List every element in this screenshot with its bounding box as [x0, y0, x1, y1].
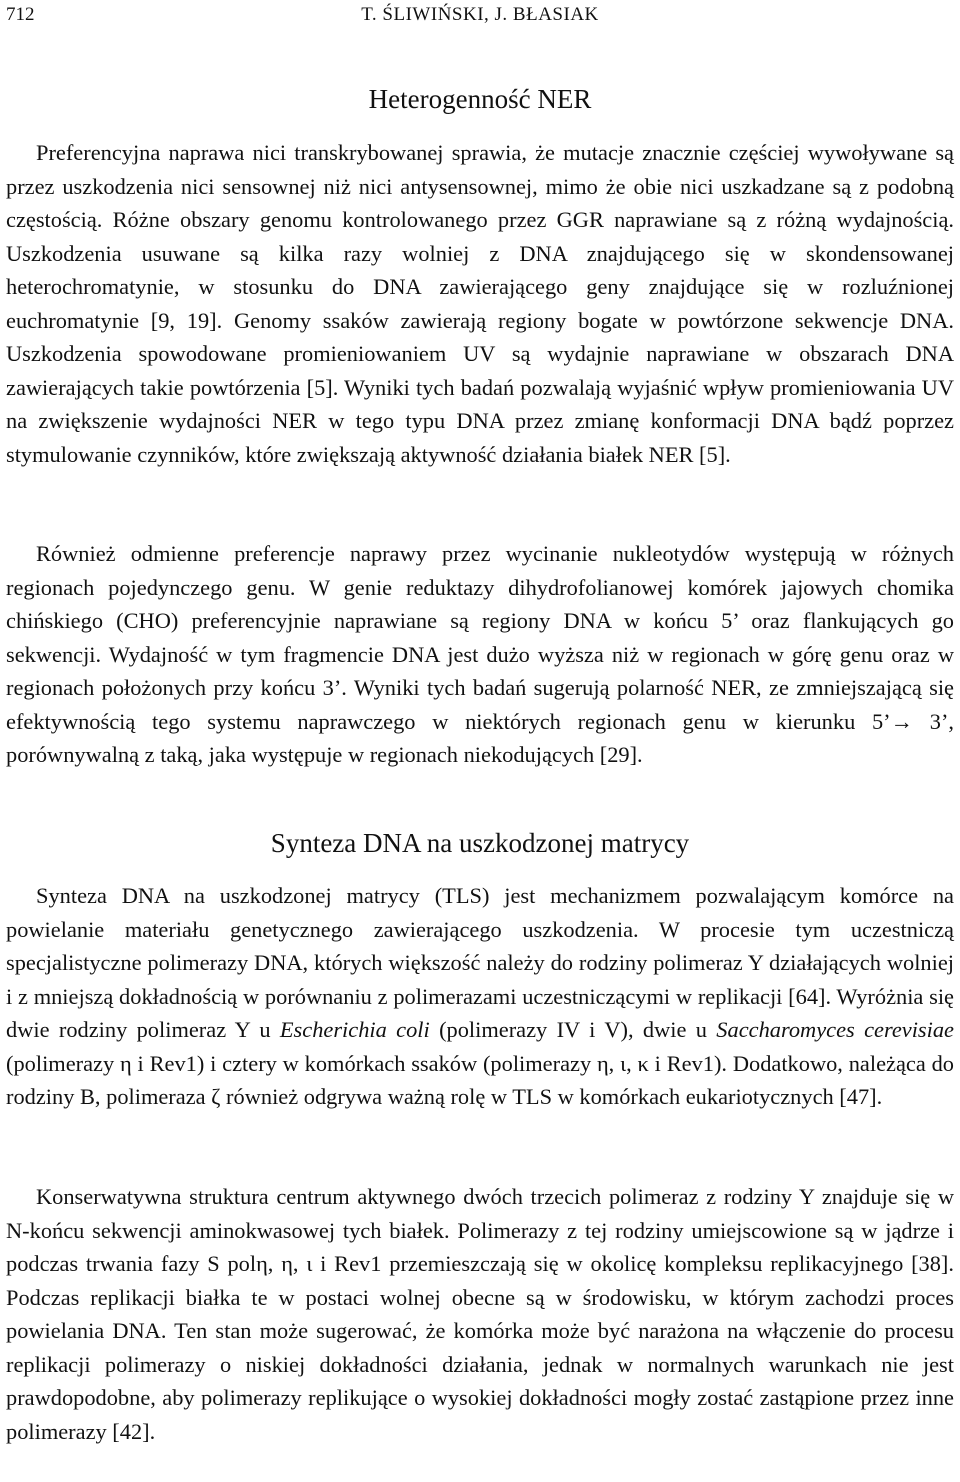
species-name: Escherichia coli — [279, 1017, 430, 1042]
paragraph: Również odmienne preferencje naprawy przez wycinanie nukleotydów występują w różnych regionach pojedynczego genu. W genie reduktazy dihydrofolianowej komórek jajowych chomika chińskiego (CHO) preferencyjnie naprawiane są regiony DNA w końcu 5’ oraz flankujących go sekwencji. Wydajność w tym fragmencie DNA jest dużo wyższa niż w regionach w górę genu oraz w regionach położonych przy końcu 3’. Wyniki tych badań sugerują polarność NER, ze zmniejszającą się efektywnością tego systemu naprawczego w niektórych regionach genu w kierunku 5’→ 3’, porównywalną z taką, jaka występuje w regionach niekodujących [29]. — [6, 541, 954, 767]
paragraph: Konserwatywna struktura centrum aktywnego dwóch trzecich polimeraz z rodziny Y znajduje się w N-końcu sekwencji aminokwasowej tych białek. Polimerazy z tej rodziny umiejscowione są w jądrze i podczas trwania fazy S polη, η, ι i Rev1 przemieszczają się w okolicę kompleksu replikacyjnego [38]. Podczas replikacji białka te w postaci wolnej obecne są w środowisku, w którym zachodzi proces powielania DNA. Ten stan może sugerować, że komórka może być narażona na włączenie do procesu replikacji polimerazy o niskiej dokładności działania, jednak w normalnych warunkach nie jest prawdopodobne, aby polimerazy replikujące o wysokiej dokładności mogły zostać zastąpione przez inne polimerazy [42]. — [6, 1184, 954, 1444]
section-title-tls: Synteza DNA na uszkodzonej matrycy — [270, 828, 690, 858]
running-head: T. ŚLIWIŃSKI, J. BŁASIAK — [361, 4, 599, 25]
paragraph: Preferencyjna naprawa nici transkrybowanej sprawia, że mutacje znacznie częściej wywoływane są przez uszkodzenia nici sensownej niż nici antysensownej, mimo że obie nici uszkadzane są z podobną częstością. Różne obszary genomu kontrolowanego przez GGR naprawiane są z różną wydajnością. Uszkodzenia usuwane są kilka razy wolniej z DNA znajdującego się w skondensowanej heterochromatynie, w stosunku do DNA zawierającego geny znajdujące się w rozluźnionej euchromatynie [9, 19]. Genomy ssaków zawierają regiony bogate w powtórzone sekwencje DNA. Uszkodzenia spowodowane promieniowaniem UV są wydajnie naprawiane w obszarach DNA zawierających takie powtórzenia [5]. Wyniki tych badań pozwalają wyjaśnić wpływ promieniowania UV na zwiększenie wydajności NER w tego typu DNA przez zmianę konformacji DNA bądź poprzez stymulowanie czynników, które zwiększają aktywność działania białek NER [5]. — [6, 140, 954, 467]
paragraph — [6, 879, 954, 1114]
text-run: (polimerazy η i Rev1) i cztery w komórkach ssaków (polimerazy η, ι, κ i Rev1). Dodatkowo, należąca do rodziny B, polimeraza ζ również odgrywa ważną rolę w TLS w komórkach eukariotycznych [47]. — [6, 1050, 954, 1109]
text-run: (polimerazy IV i V), dwie u — [429, 1017, 717, 1042]
text-run: Synteza DNA na uszkodzonej matrycy (TLS) jest mechanizmem pozwalającym komórce na powielanie materiału genetycznego zawierającego uszkodzenia. W procesie tym uczestniczą specjalistyczne polimerazy DNA, których większość należy do rodziny polimeraz Y działających wolniej i z mniejszą dokładnością w porównaniu z polimerazami uczestniczącymi w replikacji [64]. Wyróżnia się dwie rodziny polimeraz Y u — [6, 883, 954, 1042]
page-header — [6, 4, 954, 32]
section-title-heterogeneity: Heterogenność NER — [368, 84, 592, 114]
page-number: 712 — [6, 4, 35, 25]
species-name: Saccharomyces cerevisiae — [716, 1017, 954, 1042]
